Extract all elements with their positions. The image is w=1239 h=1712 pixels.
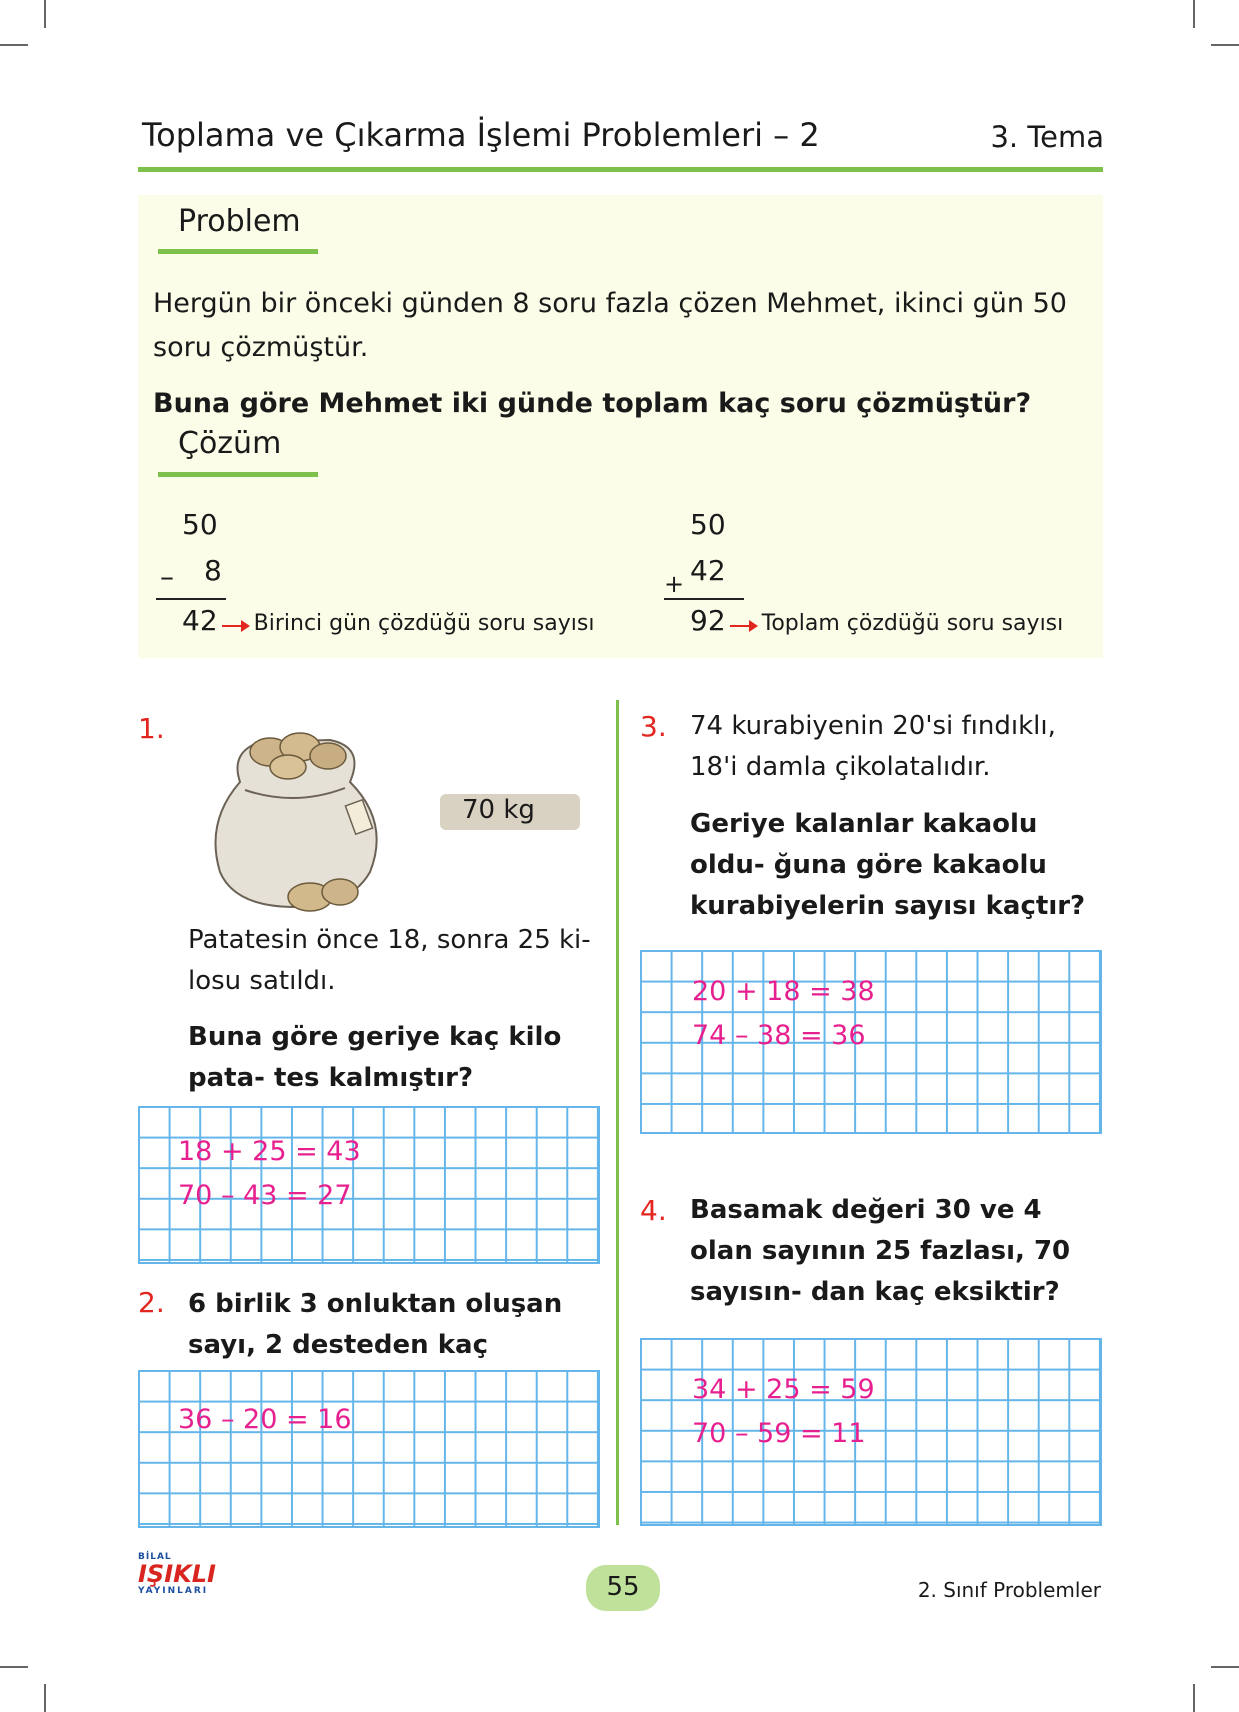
crop-mark — [1211, 1666, 1239, 1668]
q4-answer-2: 70 – 59 = 11 — [692, 1418, 866, 1449]
q1-question: Buna göre geriye kaç kilo pata- tes kalmıştır? — [188, 1022, 562, 1093]
crop-mark — [1211, 44, 1239, 46]
crop-mark — [1193, 0, 1195, 28]
theme-label: 3. Tema — [990, 120, 1104, 154]
q1-number: 1. — [138, 712, 165, 745]
problem-text: Hergün bir önceki günden 8 soru fazla çözen Mehmet, ikinci gün 50 soru çözmüştür. — [153, 288, 1067, 363]
logo-bottom: YAYINLARI — [138, 1586, 209, 1596]
crop-mark — [44, 0, 46, 28]
weight-tag-label: 70 kg — [462, 795, 535, 825]
q2-number: 2. — [138, 1286, 165, 1319]
op2-rule — [664, 598, 744, 600]
q4-answer-1: 34 + 25 = 59 — [692, 1374, 875, 1405]
op1-result-row — [182, 604, 594, 637]
op2-bottom: 42 — [690, 554, 726, 587]
solution-heading: Çözüm — [178, 426, 282, 461]
op2-note: Toplam çözdüğü soru sayısı — [761, 611, 1064, 636]
logo-top: BİLAL — [138, 1552, 172, 1562]
publisher-logo — [138, 1552, 248, 1596]
example-problem-box — [138, 195, 1103, 658]
potato-sack-icon — [200, 712, 390, 912]
q3-answer-2: 74 – 38 = 36 — [692, 1020, 866, 1051]
q4-question: Basamak değeri 30 ve 4 olan sayının 25 fazlası, 70 sayısın- dan kaç eksiktir? — [690, 1195, 1071, 1307]
crop-mark — [1193, 1684, 1195, 1712]
arrow-icon — [222, 625, 248, 627]
op2-top: 50 — [690, 508, 726, 541]
q3-answer-1: 20 + 18 = 38 — [692, 976, 875, 1007]
q2-answer-grid — [138, 1370, 600, 1528]
op1-bottom: 8 — [204, 554, 222, 587]
column-divider — [616, 700, 619, 1525]
op1-rule — [156, 598, 226, 600]
problem-question: Buna göre Mehmet iki günde toplam kaç soru çözmüştür? — [153, 388, 1032, 419]
op1-top: 50 — [182, 508, 218, 541]
q2-answer-1: 36 – 20 = 16 — [178, 1404, 352, 1435]
op2-result-row — [690, 604, 1063, 637]
crop-mark — [0, 44, 28, 46]
page-number: 55 — [606, 1572, 640, 1602]
problem-heading: Problem — [178, 204, 301, 239]
q4-number: 4. — [640, 1194, 667, 1227]
q1-answer-2: 70 – 43 = 27 — [178, 1180, 352, 1211]
solution-heading-underline — [158, 472, 318, 477]
q3-question: Geriye kalanlar kakaolu oldu- ğuna göre kakaolu kurabiyelerin sayısı kaçtır? — [690, 809, 1086, 921]
header-divider — [138, 167, 1103, 172]
q1-text: Patatesin önce 18, sonra 25 ki- losu satıldı. — [188, 925, 591, 996]
arrow-icon — [730, 625, 756, 627]
op1-sign: – — [160, 560, 174, 593]
op1-note: Birinci gün çözdüğü soru sayısı — [253, 611, 595, 636]
op1-result: 42 — [182, 604, 218, 637]
q3-text: 74 kurabiyenin 20'si fındıklı, 18'i damla çikolatalıdır. — [690, 711, 1056, 782]
q1-answer-1: 18 + 25 = 43 — [178, 1136, 361, 1167]
crop-mark — [44, 1684, 46, 1712]
op2-sign: + — [664, 570, 685, 598]
logo-main: IŞIKLI — [138, 1560, 216, 1588]
crop-mark — [0, 1666, 28, 1668]
page-title: Toplama ve Çıkarma İşlemi Problemleri – 2 — [142, 116, 820, 154]
book-title: 2. Sınıf Problemler — [917, 1578, 1101, 1602]
q2-question: 6 birlik 3 onluktan oluşan sayı, 2 desteden kaç — [188, 1289, 563, 1360]
problem-heading-underline — [158, 249, 318, 254]
op2-result: 92 — [690, 604, 726, 637]
q3-number: 3. — [640, 710, 667, 743]
